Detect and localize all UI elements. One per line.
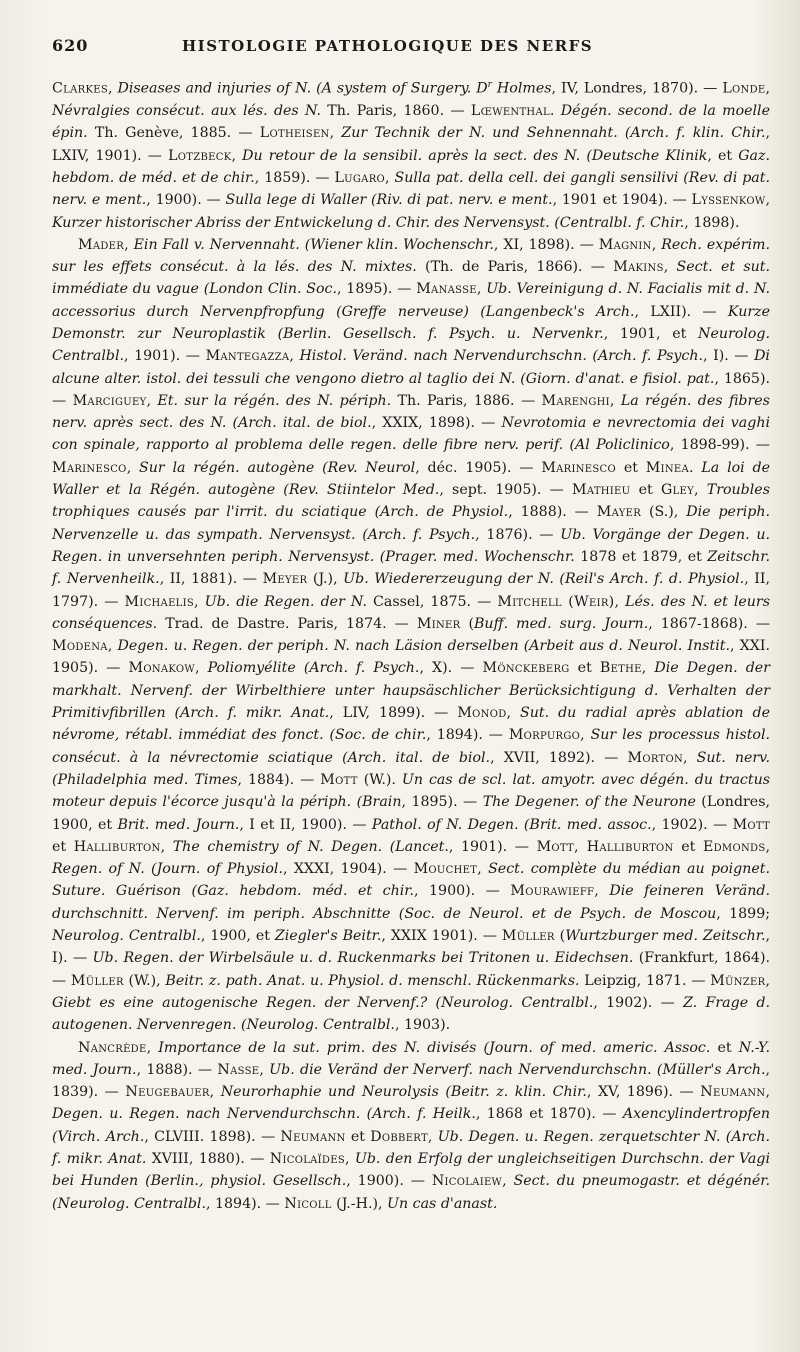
citation-text: , [506, 705, 521, 722]
page-number: 620 [52, 36, 89, 55]
work-title: Z. Frage d. autogenen. Nervenregen. (Neurolog. Centralbl. [52, 994, 770, 1034]
citation-text: , [107, 80, 118, 97]
running-title: HISTOLOGIE PATHOLOGIQUE DES NERFS [182, 37, 594, 55]
citation-text: Leipzig, 1871. — [579, 972, 711, 989]
work-title: Rech. expérim. sur les effets consécut. à la lés. des N. mixtes. [52, 236, 770, 276]
author-name: Londe [722, 80, 766, 97]
author-name: Bethe [599, 660, 642, 677]
citation-text: , [502, 1173, 514, 1190]
citation-text: , I). — [52, 928, 770, 967]
author-name: Neumann [280, 1128, 346, 1145]
author-name: Nicoll [284, 1195, 332, 1212]
citation-text: , XV, 1896). — [586, 1084, 701, 1101]
work-title: Ub. Wiedererzeugung der N. (Reil's Arch. f. d. Physiol. [343, 571, 745, 588]
work-title: Histol. Veränd. nach Nervendurchschn. (Arch. f. Psych. [299, 348, 704, 365]
citation-text: , déc. 1905). — [415, 459, 542, 476]
citation-text: XVIII, 1880). — [146, 1150, 270, 1167]
citation-text: , [477, 861, 489, 878]
citation-text: , et [707, 147, 739, 164]
work-title: The Degener. of the Neurone [482, 794, 696, 811]
work-title: Brit. med. Journ. [117, 816, 240, 833]
author-name: Morton [627, 749, 683, 766]
citation-text: , [580, 727, 591, 744]
citation-text: , CLVIII. 1898). — [144, 1128, 281, 1145]
citation-text: , 1865). — [52, 370, 770, 409]
work-title: Ub. Degen. u. Regen. zerquetschter N. (Arch. f. mikr. Anat. [52, 1128, 770, 1167]
citation-text: , [614, 593, 626, 610]
citation-text: , [765, 838, 770, 855]
work-title: Ein Fall v. Nervennaht. (Wiener klin. Wochenschr. [133, 236, 494, 253]
citation-text: , II, 1797). — [52, 571, 770, 610]
work-title: Sut. nerv. (Philadelphia med. Times [52, 749, 770, 788]
author-name: Miner [416, 615, 461, 632]
citation-text: 1878 et 1879, et [574, 548, 708, 565]
citation-text: et [710, 1039, 739, 1056]
work-title: Beitr. z. path. Anat. u. Physiol. d. menschl. Rückenmarks. [165, 972, 580, 989]
citation-text: (S.), [641, 504, 687, 521]
citation-text: , XI, 1898). — [493, 236, 599, 253]
author-name: Neumann [700, 1084, 766, 1101]
citation-text: (J.-H.), [331, 1195, 388, 1212]
superscript: r [487, 80, 492, 90]
citation-text: , [209, 1084, 221, 1101]
citation-text: , 1901). — [448, 838, 537, 855]
citation-text: , 1900). — [414, 883, 511, 900]
work-title: Kurze Demonstr. zur Neuroplastik (Berlin. Gesellsch. f. Psych. u. Nervenkr. [52, 303, 770, 342]
work-title: Sulla pat. della cell. dei gangli sensilivi (Rev. di pat. nerv. e ment. [52, 169, 770, 209]
author-name: Mott [732, 816, 771, 833]
citation-text: , [107, 638, 118, 655]
citation-text: , [329, 125, 342, 142]
citation-text: , I et II, 1900). — [239, 816, 372, 833]
work-title: Ub. Vorgänge der Degen. u. Regen. in unversehnten periph. Nervensyst. (Prager. med. Wochenschr. [52, 526, 770, 565]
citation-text: , 1894). — [205, 1195, 285, 1212]
citation-text: et [630, 482, 661, 499]
bibliography-paragraph [52, 1037, 770, 1215]
author-name: Nancrède [78, 1039, 147, 1056]
work-title: Nevrotomia e nevrectomia dei vaghi con spinale, rapporto al problema delle regen. delle fibre nerv. perif. (Al Policlinico [52, 415, 770, 454]
citation-text: , [385, 169, 395, 186]
author-name: Lugaro [334, 169, 386, 186]
citation-text: et [52, 838, 74, 855]
work-title: Poliomyélite (Arch. f. Psych. [207, 660, 420, 677]
author-name: Michaelis [124, 593, 195, 610]
citation-text: , 1895). — [336, 281, 417, 298]
work-title: Die Degen. der markhalt. Nervenf. der Wirbelthiere unter haupsäschlicher Berücksichtigung d. Verhalten der Primitivfibrillen (Arch. f. mikr. Anat. [52, 660, 770, 722]
author-name: Müller [501, 928, 555, 945]
citation-text: , [765, 1084, 770, 1101]
citation-text: , 1884). — [237, 771, 321, 788]
author-name: Manasse [416, 281, 477, 298]
citation-text: , X). — [419, 660, 483, 677]
citation-text: , 1888). — [136, 1061, 218, 1078]
work-title: Importance de la sut. prim. des N. divisés (Journ. of med. americ. Assoc. [158, 1039, 711, 1056]
work-title: Ziegler's Beitr. [274, 928, 382, 945]
work-title: La loi de Waller et la Régén. autogène (Rev. Stiintelor Med. [52, 459, 770, 499]
work-title: Neurorhaphie und Neurolysis (Beitr. z. klin. Chir. [220, 1084, 587, 1101]
citation-text: , LXIV, 1901). — [52, 125, 770, 164]
work-title: Sect. du pneumogastr. et dégénér. (Neurolog. Centralbl. [52, 1173, 770, 1212]
citation-text: , [651, 236, 662, 253]
citation-text: , IV, Londres, 1870). — [551, 80, 723, 97]
work-title: Lés. des N. et leurs conséquences. [52, 593, 770, 632]
citation-text: , [476, 281, 487, 298]
work-title: Neurolog. Centralbl. [52, 928, 201, 945]
citation-text: , XXI. 1905). — [52, 638, 770, 677]
citation-text: , [683, 749, 697, 766]
citation-text: , 1895). — [401, 794, 483, 811]
citation-text: , 1902). — [593, 994, 684, 1011]
citation-text: Trad. de Dastre. Paris, 1874. — [157, 615, 417, 632]
work-title: Sur les processus histol. consécut. à la névrectomie sciatique (Arch. ital. de biol. [52, 727, 770, 766]
citation-text: , [289, 348, 300, 365]
work-title: Ub. die Regen. der N. [204, 593, 367, 610]
work-title: Holmes [491, 80, 552, 97]
work-title: Et. sur la régén. des N. périph. [157, 392, 392, 409]
author-name: Mantegazza [205, 348, 290, 365]
author-name: Lœwenthal [470, 103, 550, 120]
citation-text: , [427, 1128, 438, 1145]
citation-text: , [126, 459, 140, 476]
work-title: Buff. med. surg. Journ. [474, 615, 649, 632]
work-title: Dégén. second. de la moelle épin. [52, 103, 770, 142]
citation-text: , 1868 et 1870). — [475, 1106, 623, 1123]
citation-text: , [124, 236, 134, 253]
work-title: Neurolog. Centralbl. [52, 326, 770, 365]
author-name: Mourawieff [510, 883, 595, 900]
citation-text: , 1859). — [254, 169, 335, 186]
author-name: Lotheisen [259, 125, 330, 142]
citation-text: , 1876). — [475, 526, 561, 543]
citation-text: , 1899; [716, 905, 770, 922]
citation-text: , 1901, et [603, 326, 699, 342]
work-title: Ub. Regen. der Wirbelsäule u. d. Ruckenmarks bei Tritonen u. Eidechsen. [92, 950, 634, 967]
citation-text: , 1901). — [124, 348, 206, 365]
work-title: Sur la régén. autogène (Rev. Neurol [139, 459, 416, 476]
citation-text: , 1901 et 1904). — [552, 192, 692, 209]
work-title: Sect. et sut. immédiate du vague (London Clin. Soc. [52, 259, 770, 298]
author-name: Modena [52, 638, 108, 655]
work-title: The chemistry of N. Degen. (Lancet. [172, 838, 449, 855]
work-title: Degen. u. Regen. der periph. N. nach Läsion derselben (Arbeit aus d. Neurol. Instit. [117, 638, 730, 655]
work-title: Un cas de scl. lat. amyotr. avec dégén. du tractus moteur depuis l'écorce jusqu'à la périph. (Brain [52, 771, 770, 811]
work-title: Degen. u. Regen. nach Nervendurchschn. (Arch. f. Heilk. [52, 1106, 476, 1123]
citation-text: , sept. 1905). — [439, 482, 573, 499]
citation-text: ( [460, 615, 474, 632]
author-name: Müller [70, 972, 124, 989]
author-name: Monakow [128, 660, 195, 677]
work-title: Gaz. hebdom. de méd. et de chir. [52, 147, 770, 186]
citation-text: , II, 1881). — [159, 571, 263, 588]
citation-text: (J.), [307, 571, 344, 588]
citation-text: et [673, 838, 703, 855]
work-title: Ub. den Erfolg der ungleichseitigen Durchschn. der Vagi bei Hunden (Berlin., physiol. Gesellsch. [52, 1150, 770, 1190]
citation-text: et [616, 459, 646, 476]
citation-text: (Th. de Paris, 1866). — [416, 259, 614, 276]
citation-text: , [344, 1150, 355, 1167]
citation-text: , [609, 392, 621, 409]
author-name: Mott, Halliburton [536, 838, 674, 855]
author-name: Marciguey [72, 392, 147, 409]
citation-text: Cassel, 1875. — [366, 593, 498, 610]
author-name: Clarkes [52, 80, 108, 97]
citation-text: , [765, 80, 771, 97]
citation-text: , XXXI, 1904). — [282, 861, 414, 878]
author-name: Dobbert [370, 1128, 428, 1145]
author-name: Marinesco [541, 459, 616, 476]
author-name: Nicolaïdes [269, 1150, 345, 1167]
author-name: Monod [457, 705, 507, 722]
citation-text: Th. Paris, 1886. — [391, 392, 542, 409]
citation-text: (Londres, 1900, et [52, 794, 770, 833]
citation-text: , XVII, 1892). — [490, 749, 628, 766]
work-title: Wurtzburger med. Zeitschr. [565, 928, 766, 945]
citation-text: , 1898-99). — [669, 437, 770, 454]
citation-text: , [194, 593, 205, 610]
citation-text: Th. Paris, 1860. — [321, 103, 471, 120]
citation-text: , 1898). [684, 214, 740, 231]
citation-text: , [160, 838, 173, 855]
citation-text: , XXIX, 1898). — [371, 415, 502, 432]
author-name: Mouchet [413, 861, 478, 878]
citation-text: , [641, 660, 655, 677]
citation-text: , 1900). — [346, 1173, 432, 1190]
citation-text: , [146, 1039, 159, 1056]
author-name: Makins [613, 259, 664, 276]
author-name: Neugebauer [125, 1084, 210, 1101]
bibliography-paragraph [52, 74, 770, 234]
work-title: Di alcune alter. istol. dei tessuli che vengono dietro al taglio dei N. (Giorn. d'anat. e fisiol. pat. [52, 348, 770, 387]
work-title: Névralgies consécut. aux lés. des N. [52, 103, 322, 120]
author-name: Magnin [598, 236, 652, 253]
work-title: La régén. des fibres nerv. après sect. des N. (Arch. ital. de biol. [52, 392, 770, 432]
author-name: Minea [645, 459, 690, 476]
citation-text: , 1903). [394, 1017, 451, 1034]
work-title: N.-Y. med. Journ. [52, 1039, 770, 1078]
citation-text: , 1900). — [146, 192, 226, 209]
work-title: Regen. of N. (Journ. of Physiol. [52, 861, 283, 878]
citation-text: , [663, 259, 677, 276]
author-name: Edmonds [702, 838, 766, 855]
citation-text: , I). — [703, 348, 755, 365]
citation-text: , LIV, 1899). — [329, 705, 458, 722]
citation-text: (Frankfurt, 1864). — [52, 950, 770, 989]
work-title: Sect. complète du médian au poignet. Suture. Guérison (Gaz. hebdom. méd. et chir. [52, 861, 770, 900]
author-name: Nicolaiew [431, 1173, 503, 1190]
citation-text: , 1902). — [651, 816, 733, 833]
author-name: Mitchell (Weir) [497, 593, 615, 610]
author-name: Gley [660, 482, 695, 499]
citation-text: , 1894). — [426, 727, 509, 744]
work-title: Pathol. of N. Degen. (Brit. med. assoc. [371, 816, 652, 833]
citation-text: , 1867-1868). — [648, 615, 771, 632]
citation-text: et [569, 660, 600, 677]
author-name: Mayer [596, 504, 642, 521]
citation-text: Th. Genève, 1885. — [87, 125, 260, 142]
citation-text: , XXIX 1901). — [381, 928, 502, 945]
citation-text: , [765, 972, 770, 989]
author-name: Halliburton [73, 838, 161, 855]
author-name: Mathieu [572, 482, 631, 499]
author-name: Lotzbeck [168, 147, 232, 164]
author-name: Morpurgo [508, 727, 581, 744]
work-title: Diseases and injuries of N. (A system of Surgery. D [117, 80, 488, 97]
author-name: Münzer [710, 972, 766, 989]
work-title: Sut. du radial après ablation de névrome, rétabl. immédiat des fonct. (Soc. de chir. [52, 705, 771, 744]
work-title: Die feineren Veränd. durchschnitt. Nervenf. im periph. Abschnitte (Soc. de Neurol. et de Psych. de Moscou [52, 883, 770, 922]
citation-text: (W.). [357, 771, 402, 788]
work-title: Sulla lege di Waller (Riv. di pat. nerv. e ment. [225, 192, 553, 209]
work-title: Zeitschr. f. Nervenheilk. [52, 548, 770, 588]
citation-text: . [689, 459, 702, 476]
author-name: Mader [78, 236, 125, 253]
work-title: Ub. die Veränd der Nerverf. nach Nervendurchschn. (Müller's Arch. [269, 1061, 766, 1078]
citation-text: , [765, 192, 770, 209]
work-title: Axencylindertropfen (Virch. Arch. [52, 1106, 770, 1145]
work-title: Troubles trophiques causés par l'irrit. du sciatique (Arch. de Physiol. [52, 482, 770, 521]
author-name: Mönckeberg [482, 660, 570, 677]
bibliography-paragraph [52, 234, 770, 1037]
citation-text: ( [554, 928, 566, 945]
work-title: Zur Technik der N. und Sehnennaht. (Arch. f. klin. Chir. [341, 125, 766, 142]
citation-text: , [194, 660, 208, 677]
citation-text: (W.), [123, 972, 166, 989]
citation-text: , [594, 883, 610, 900]
work-title: Ub. Vereinigung d. N. Facialis mit d. N. accessorius durch Nervenpfropfung (Greffe nerveuse) (Langenbeck's Arch. [52, 281, 770, 320]
bibliography-body [52, 74, 770, 1215]
citation-text: , [259, 1061, 270, 1078]
citation-text: et [345, 1128, 371, 1145]
work-title: Die periph. Nervenzelle u. das sympath. Nervensyst. (Arch. f. Psych. [52, 504, 770, 543]
author-name: Mott [320, 771, 358, 788]
citation-text: , 1900, et [200, 928, 275, 945]
work-title: Du retour de la sensibil. après la sect. des N. (Deutsche Klinik [242, 147, 708, 164]
work-title: Giebt es eine autogenische Regen. der Nervenf.? (Neurolog. Centralbl. [52, 994, 594, 1011]
running-header [52, 36, 770, 68]
author-name: Lyssenkow [691, 192, 766, 209]
work-title: Kurzer historischer Abriss der Entwickelung d. Chir. des Nervensyst. (Centralbl. f. Chir. [52, 214, 685, 231]
citation-text: , 1888). — [508, 504, 597, 521]
author-name: Meyer [262, 571, 308, 588]
citation-text: , [694, 482, 707, 499]
work-title: Un cas d'anast. [387, 1195, 498, 1212]
author-name: Marinesco [52, 459, 127, 476]
citation-text: , [146, 392, 158, 409]
citation-text: , LXII). — [634, 303, 728, 320]
citation-text: . [549, 103, 561, 120]
author-name: Nasse [217, 1061, 260, 1078]
author-name: Marenghi [541, 392, 610, 409]
citation-text: , [231, 147, 243, 164]
citation-text: , 1839). — [52, 1061, 770, 1101]
